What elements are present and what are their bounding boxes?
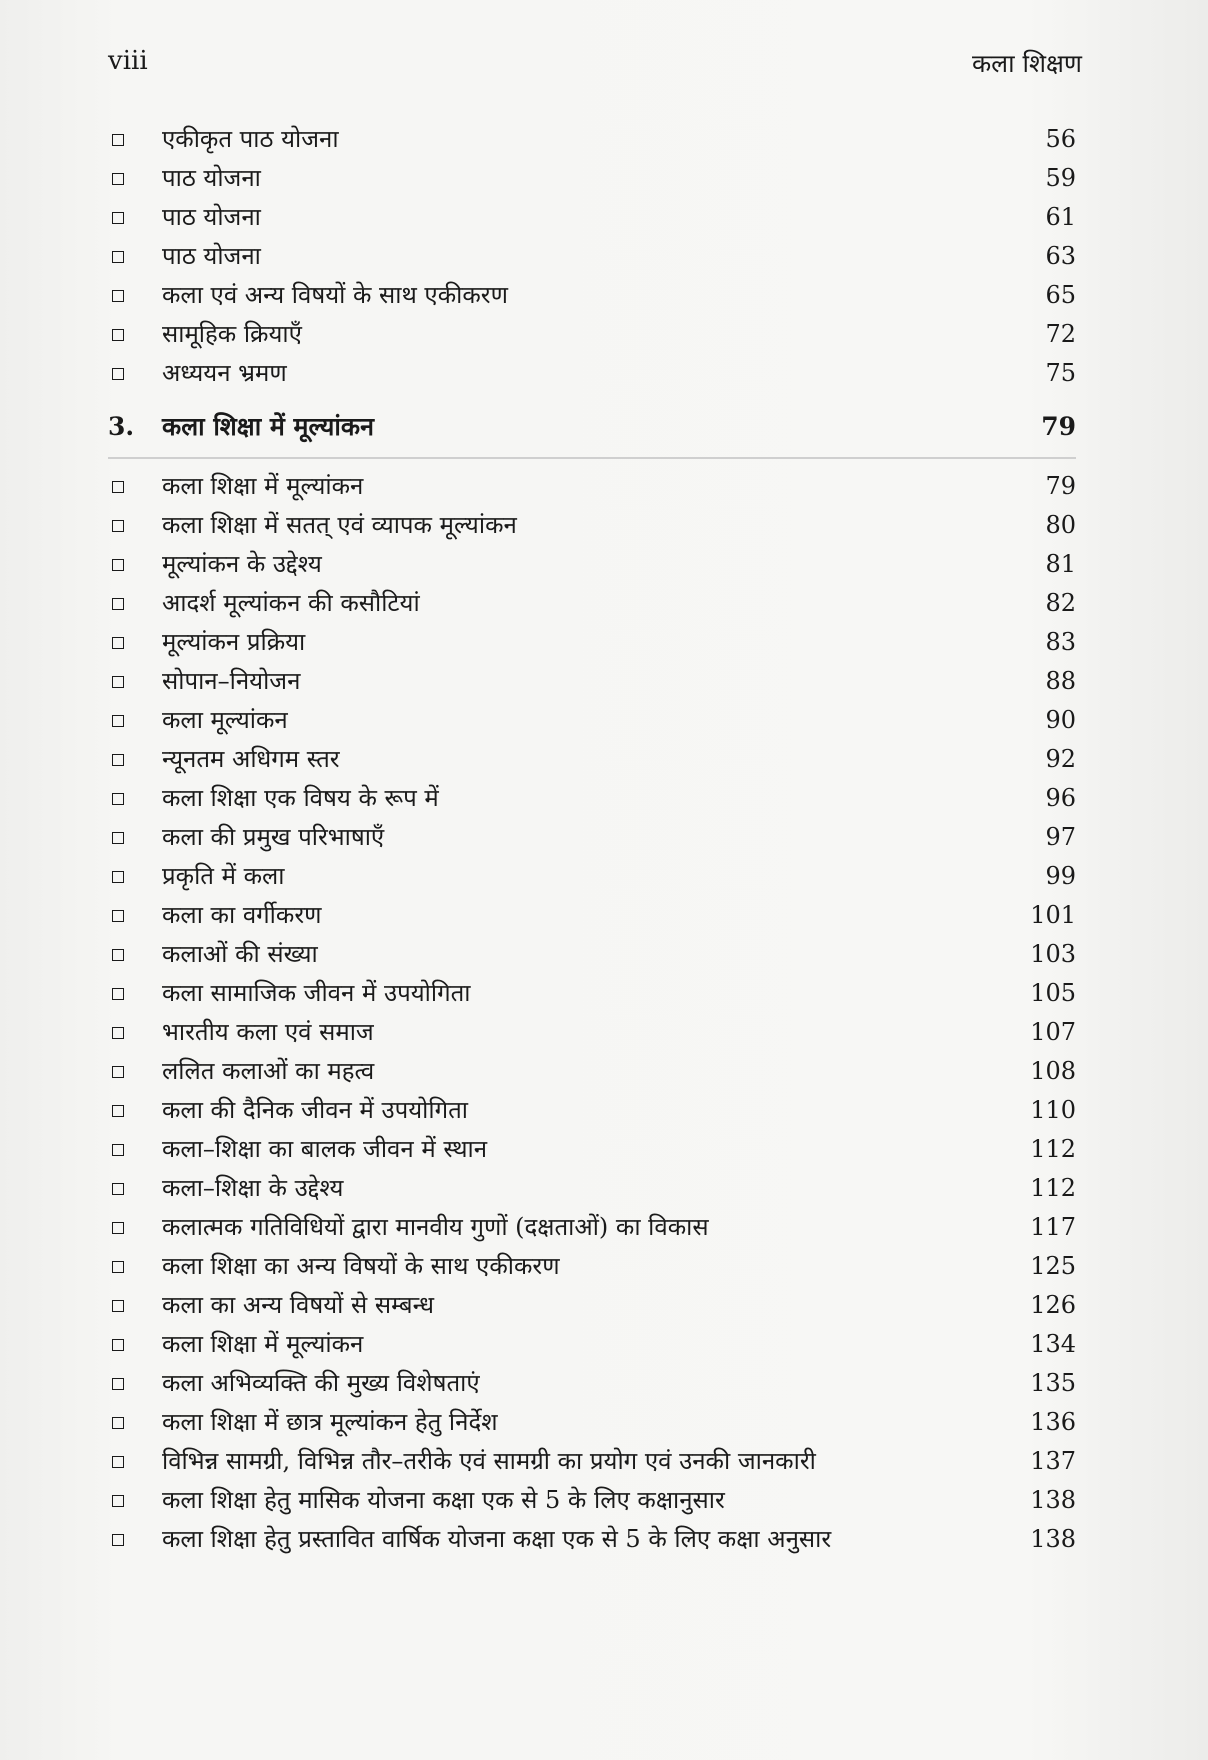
toc-entry-page: 137: [1030, 1447, 1076, 1475]
toc-entry-title: कला शिक्षा हेतु प्रस्तावित वार्षिक योजना कक्षा एक से 5 के लिए कक्षा अनुसार: [162, 1525, 832, 1553]
toc-entry: [108, 354, 1076, 393]
toc-entry-page: 72: [1045, 320, 1076, 348]
toc-entry-page: 81: [1045, 550, 1076, 578]
toc-entry-page: 79: [1045, 472, 1076, 500]
toc-entry-title: कला शिक्षा का अन्य विषयों के साथ एकीकरण: [162, 1252, 560, 1280]
checkbox-bullet-icon: [112, 871, 124, 883]
checkbox-bullet-icon: [112, 793, 124, 805]
toc-section-before: [108, 120, 1076, 393]
toc-entry-page: 59: [1045, 164, 1076, 192]
toc-entry-title: पाठ योजना: [162, 203, 261, 231]
toc-entry-page: 107: [1030, 1018, 1076, 1046]
checkbox-bullet-icon: [112, 481, 124, 493]
toc-entry-title: आदर्श मूल्यांकन की कसौटियां: [162, 589, 420, 617]
chapter-divider: [108, 457, 1076, 459]
toc-entry: [108, 545, 1076, 584]
toc-entry-page: 138: [1030, 1486, 1076, 1514]
toc-entry-title: कला शिक्षा में छात्र मूल्यांकन हेतु निर्देश: [162, 1408, 498, 1436]
checkbox-bullet-icon: [112, 212, 124, 224]
toc-entry-page: 103: [1030, 940, 1076, 968]
checkbox-bullet-icon: [112, 1066, 124, 1078]
checkbox-bullet-icon: [112, 1534, 124, 1546]
checkbox-bullet-icon: [112, 949, 124, 961]
toc-entry-title: मूल्यांकन के उद्देश्य: [162, 550, 322, 578]
toc-entry-page: 83: [1045, 628, 1076, 656]
toc-entry-title: ललित कलाओं का महत्व: [162, 1057, 375, 1085]
toc-entry: [108, 1286, 1076, 1325]
toc-section-after: [108, 467, 1076, 1559]
toc-entry-page: 138: [1030, 1525, 1076, 1553]
toc-entry: [108, 120, 1076, 159]
toc-entry: [108, 662, 1076, 701]
checkbox-bullet-icon: [112, 832, 124, 844]
checkbox-bullet-icon: [112, 1456, 124, 1468]
toc-entry: [108, 1403, 1076, 1442]
toc-entry: [108, 1052, 1076, 1091]
toc-entry-page: 110: [1030, 1096, 1076, 1124]
page-header: [108, 46, 1082, 86]
toc-entry-title: एकीकृत पाठ योजना: [162, 125, 339, 153]
toc-entry: [108, 779, 1076, 818]
checkbox-bullet-icon: [112, 1417, 124, 1429]
checkbox-bullet-icon: [112, 1339, 124, 1351]
toc-entry-title: कला शिक्षा एक विषय के रूप में: [162, 784, 439, 812]
checkbox-bullet-icon: [112, 1105, 124, 1117]
toc-entry-page: 80: [1045, 511, 1076, 539]
toc-entry-title: कला शिक्षा में मूल्यांकन: [162, 472, 364, 500]
checkbox-bullet-icon: [112, 1027, 124, 1039]
toc-entry: [108, 467, 1076, 506]
toc-entry-page: 88: [1045, 667, 1076, 695]
checkbox-bullet-icon: [112, 988, 124, 1000]
checkbox-bullet-icon: [112, 1183, 124, 1195]
table-of-contents: [108, 120, 1076, 1559]
toc-entry-title: अध्ययन भ्रमण: [162, 359, 287, 387]
toc-entry: [108, 1520, 1076, 1559]
checkbox-bullet-icon: [112, 368, 124, 380]
running-book-title: कला शिक्षण: [971, 49, 1082, 78]
toc-entry-title: कला शिक्षा में सतत् एवं व्यापक मूल्यांकन: [162, 511, 517, 539]
toc-entry-title: पाठ योजना: [162, 164, 261, 192]
toc-entry-page: 108: [1030, 1057, 1076, 1085]
toc-entry: [108, 740, 1076, 779]
toc-entry-title: कलाओं की संख्या: [162, 940, 318, 968]
toc-entry: [108, 1325, 1076, 1364]
toc-entry-title: कला एवं अन्य विषयों के साथ एकीकरण: [162, 281, 508, 309]
toc-entry-title: कला का अन्य विषयों से सम्बन्ध: [162, 1291, 434, 1319]
chapter-heading: [108, 407, 1076, 447]
toc-entry-title: कला मूल्यांकन: [162, 706, 288, 734]
toc-entry-page: 90: [1045, 706, 1076, 734]
checkbox-bullet-icon: [112, 637, 124, 649]
toc-entry: [108, 1013, 1076, 1052]
checkbox-bullet-icon: [112, 1495, 124, 1507]
checkbox-bullet-icon: [112, 1144, 124, 1156]
toc-entry: [108, 1442, 1076, 1481]
toc-entry: [108, 1169, 1076, 1208]
toc-entry-page: 65: [1045, 281, 1076, 309]
checkbox-bullet-icon: [112, 1261, 124, 1273]
chapter-title: कला शिक्षा में मूल्यांकन: [162, 412, 374, 441]
toc-entry-title: सोपान–नियोजन: [162, 667, 301, 695]
toc-entry-page: 82: [1045, 589, 1076, 617]
toc-entry: [108, 701, 1076, 740]
toc-entry-page: 92: [1045, 745, 1076, 773]
toc-entry: [108, 1247, 1076, 1286]
checkbox-bullet-icon: [112, 329, 124, 341]
toc-entry-page: 75: [1045, 359, 1076, 387]
chapter-number: 3.: [108, 412, 135, 441]
checkbox-bullet-icon: [112, 1300, 124, 1312]
checkbox-bullet-icon: [112, 754, 124, 766]
toc-entry-page: 61: [1045, 203, 1076, 231]
toc-entry-page: 56: [1045, 125, 1076, 153]
toc-entry: [108, 1481, 1076, 1520]
toc-entry: [108, 818, 1076, 857]
toc-entry-title: मूल्यांकन प्रक्रिया: [162, 628, 306, 656]
toc-entry-page: 101: [1030, 901, 1076, 929]
toc-entry: [108, 237, 1076, 276]
chapter-page: 79: [1041, 412, 1076, 441]
toc-entry-title: कला सामाजिक जीवन में उपयोगिता: [162, 979, 471, 1007]
toc-entry-page: 117: [1030, 1213, 1076, 1241]
toc-entry: [108, 1364, 1076, 1403]
toc-entry-title: कला–शिक्षा का बालक जीवन में स्थान: [162, 1135, 488, 1163]
toc-entry-title: कला शिक्षा में मूल्यांकन: [162, 1330, 364, 1358]
toc-entry-title: न्यूनतम अधिगम स्तर: [162, 745, 340, 773]
toc-entry-page: 112: [1030, 1174, 1076, 1202]
toc-entry: [108, 315, 1076, 354]
checkbox-bullet-icon: [112, 598, 124, 610]
page-number-roman: viii: [108, 46, 148, 76]
checkbox-bullet-icon: [112, 173, 124, 185]
toc-entry: [108, 506, 1076, 545]
toc-entry-page: 112: [1030, 1135, 1076, 1163]
toc-entry: [108, 1130, 1076, 1169]
toc-entry: [108, 159, 1076, 198]
checkbox-bullet-icon: [112, 251, 124, 263]
toc-entry-title: कला शिक्षा हेतु मासिक योजना कक्षा एक से 5 के लिए कक्षानुसार: [162, 1486, 725, 1514]
toc-entry: [108, 974, 1076, 1013]
toc-entry-title: प्रकृति में कला: [162, 862, 285, 890]
toc-entry: [108, 1091, 1076, 1130]
toc-entry-page: 135: [1030, 1369, 1076, 1397]
toc-entry-page: 105: [1030, 979, 1076, 1007]
toc-entry-title: कला की प्रमुख परिभाषाएँ: [162, 823, 385, 851]
toc-entry-title: कला की दैनिक जीवन में उपयोगिता: [162, 1096, 469, 1124]
checkbox-bullet-icon: [112, 715, 124, 727]
checkbox-bullet-icon: [112, 676, 124, 688]
toc-entry-page: 99: [1045, 862, 1076, 890]
checkbox-bullet-icon: [112, 1378, 124, 1390]
toc-entry: [108, 198, 1076, 237]
toc-entry-page: 134: [1030, 1330, 1076, 1358]
toc-entry-page: 126: [1030, 1291, 1076, 1319]
toc-entry: [108, 1208, 1076, 1247]
toc-entry-title: कला अभिव्यक्ति की मुख्य विशेषताएं: [162, 1369, 480, 1397]
toc-entry: [108, 584, 1076, 623]
checkbox-bullet-icon: [112, 1222, 124, 1234]
toc-entry-page: 96: [1045, 784, 1076, 812]
toc-entry-title: भारतीय कला एवं समाज: [162, 1018, 374, 1046]
checkbox-bullet-icon: [112, 910, 124, 922]
toc-entry: [108, 276, 1076, 315]
toc-entry: [108, 896, 1076, 935]
checkbox-bullet-icon: [112, 520, 124, 532]
toc-entry: [108, 623, 1076, 662]
toc-entry-title: विभिन्न सामग्री, विभिन्न तौर–तरीके एवं सामग्री का प्रयोग एवं उनकी जानकारी: [162, 1447, 816, 1475]
toc-entry-title: पाठ योजना: [162, 242, 261, 270]
toc-entry-title: सामूहिक क्रियाएँ: [162, 320, 302, 348]
toc-entry-title: कला का वर्गीकरण: [162, 901, 322, 929]
toc-entry-page: 125: [1030, 1252, 1076, 1280]
toc-entry-page: 97: [1045, 823, 1076, 851]
toc-entry: [108, 857, 1076, 896]
checkbox-bullet-icon: [112, 134, 124, 146]
toc-entry-title: कला–शिक्षा के उद्देश्य: [162, 1174, 344, 1202]
checkbox-bullet-icon: [112, 290, 124, 302]
checkbox-bullet-icon: [112, 559, 124, 571]
toc-entry-page: 136: [1030, 1408, 1076, 1436]
toc-entry-page: 63: [1045, 242, 1076, 270]
toc-entry: [108, 935, 1076, 974]
toc-entry-title: कलात्मक गतिविधियों द्वारा मानवीय गुणों (दक्षताओं) का विकास: [162, 1213, 709, 1241]
